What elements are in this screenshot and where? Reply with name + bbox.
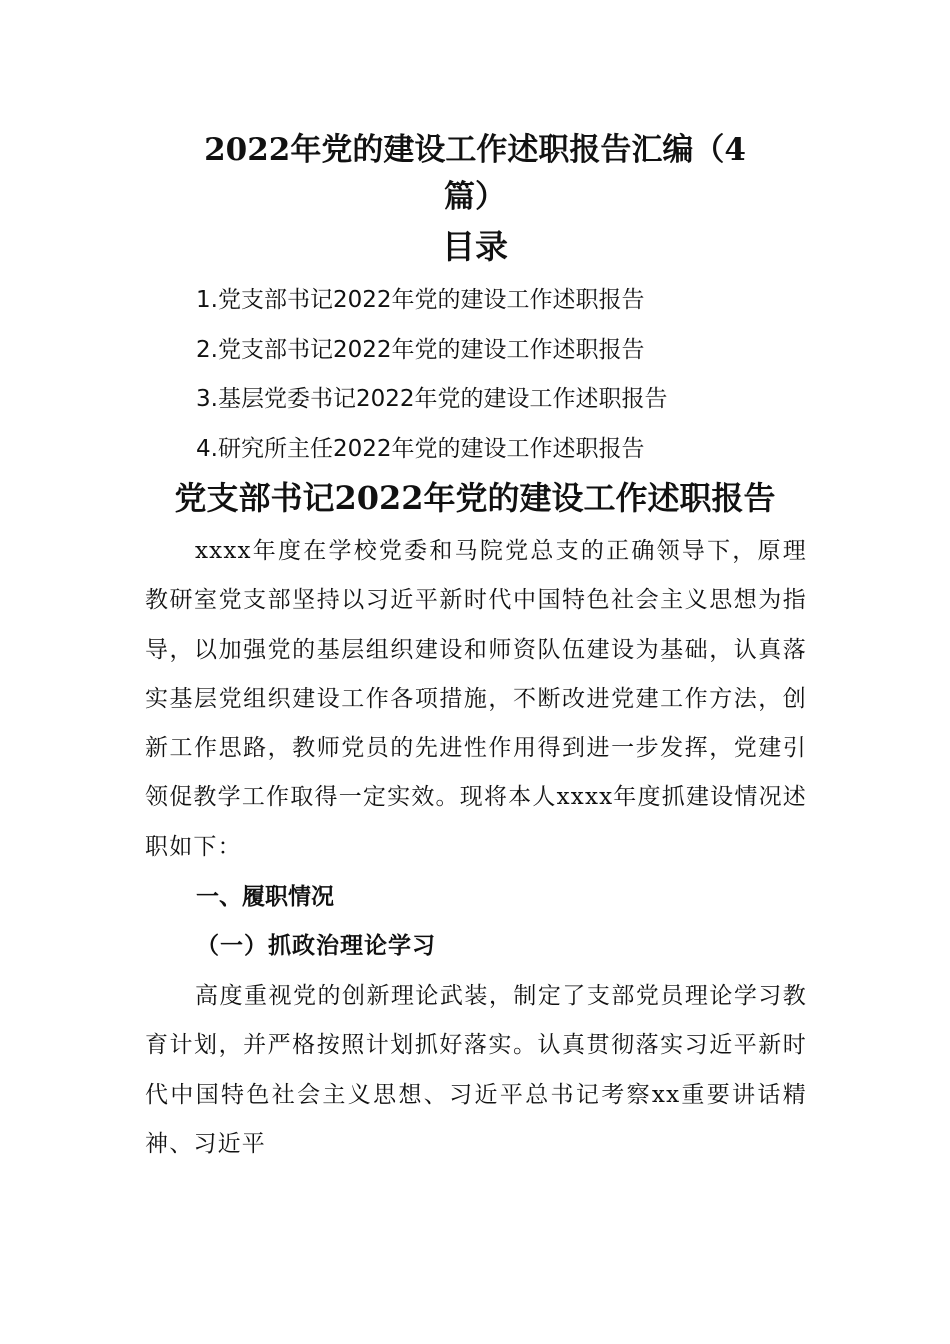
heading-performance: 一、履职情况 (196, 884, 334, 910)
document-title-line-2: 篇） (444, 179, 506, 215)
toc-heading: 目录 (442, 227, 508, 266)
table-of-contents (196, 276, 816, 474)
toc-item-3: 3.基层党委书记2022年党的建设工作述职报告 (196, 386, 668, 412)
intro-paragraph: xxxx年度在学校党委和马院党总支的正确领导下，原理教研室党支部坚持以习近平新时代中国特色社会主义思想为指导，以加强党的基层组织建设和师资队伍建设为基础，认真落实基层党组织建设工作各项措施，不断改进党建工作方法，创新工作思路，教师党员的先进性作用得到进一步发挥，党建引领促教学工作取得一定实效。现将本人xxxx年度抓建设情况述职如下： (145, 538, 807, 860)
toc-item-4: 4.研究所主任2022年党的建设工作述职报告 (196, 435, 645, 462)
toc-item-2: 2.党支部书记2022年党的建设工作述职报告 (196, 336, 645, 363)
subheading-political-study: （一）抓政治理论学习 (196, 932, 436, 959)
document-title-line-1: 2022年党的建设工作述职报告汇编（4 (204, 132, 746, 168)
toc-item-1: 1.党支部书记2022年党的建设工作述职报告 (196, 287, 645, 313)
section-title: 党支部书记2022年党的建设工作述职报告 (174, 479, 776, 517)
body-paragraph: 高度重视党的创新理论武装，制定了支部党员理论学习教育计划，并严格按照计划抓好落实。认真贯彻落实习近平新时代中国特色社会主义思想、习近平总书记考察xx重要讲话精神、习近平 (145, 983, 807, 1157)
